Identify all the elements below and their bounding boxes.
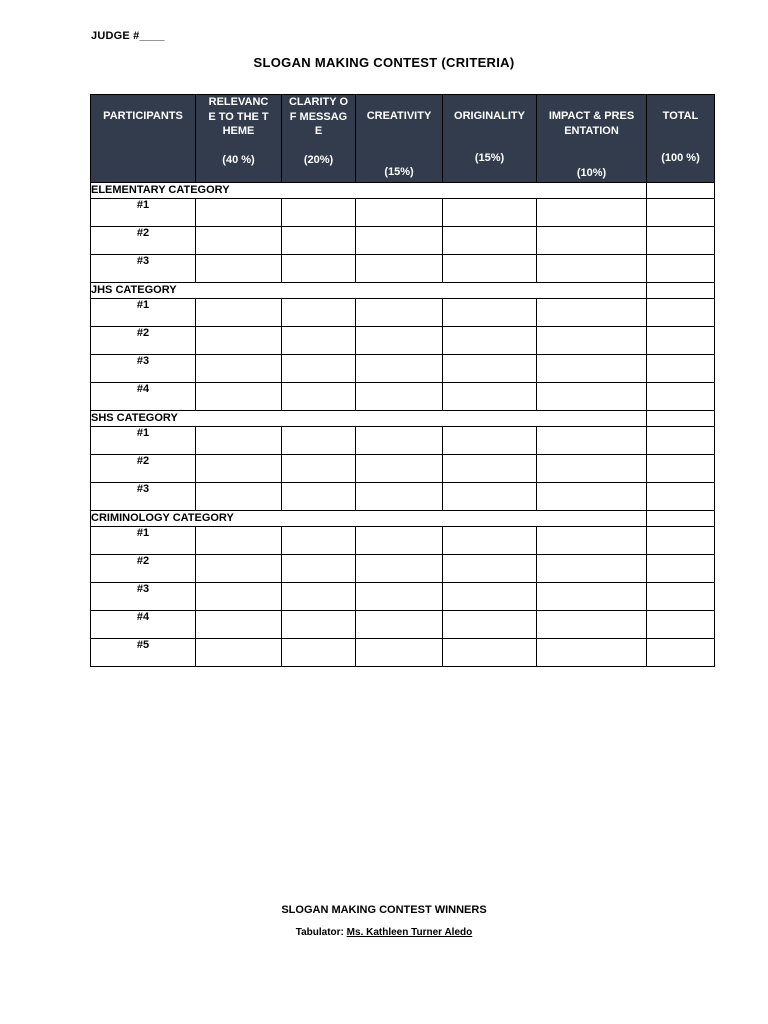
score-cell[interactable]	[196, 455, 282, 483]
score-cell[interactable]	[356, 327, 443, 355]
header-impact-label: IMPACT & PRESENTATION	[548, 110, 635, 137]
participant-number: #4	[91, 383, 196, 411]
header-clarity	[282, 95, 356, 183]
header-participants	[91, 95, 196, 183]
score-cell[interactable]	[443, 383, 537, 411]
score-cell[interactable]	[647, 383, 715, 411]
header-participants-label: PARTICIPANTS	[103, 110, 183, 122]
category-label: CRIMINOLOGY CATEGORY	[91, 511, 647, 527]
score-cell[interactable]	[196, 227, 282, 255]
tabulator-name: Ms. Kathleen Turner Aledo	[346, 927, 473, 938]
participant-number: #2	[91, 455, 196, 483]
category-label: ELEMENTARY CATEGORY	[91, 183, 647, 199]
score-cell[interactable]	[537, 355, 647, 383]
score-cell[interactable]	[537, 327, 647, 355]
participant-number: #3	[91, 355, 196, 383]
score-cell[interactable]	[537, 383, 647, 411]
score-cell[interactable]	[647, 583, 715, 611]
score-cell[interactable]	[537, 527, 647, 555]
score-cell[interactable]	[537, 583, 647, 611]
participant-row	[91, 299, 715, 327]
participant-number: #3	[91, 583, 196, 611]
score-cell[interactable]	[356, 555, 443, 583]
header-originality-label: ORIGINALITY	[454, 110, 525, 122]
participant-row	[91, 639, 715, 667]
participant-number: #2	[91, 227, 196, 255]
score-cell[interactable]	[356, 611, 443, 639]
score-cell[interactable]	[282, 383, 356, 411]
score-cell[interactable]	[196, 611, 282, 639]
score-cell[interactable]	[356, 639, 443, 667]
participant-number: #1	[91, 199, 196, 227]
category-row	[91, 283, 715, 299]
score-cell[interactable]	[356, 299, 443, 327]
score-cell[interactable]	[647, 227, 715, 255]
score-cell[interactable]	[443, 427, 537, 455]
score-cell[interactable]	[537, 255, 647, 283]
header-relevance-label: RELEVANCE TO THE THEME	[208, 96, 269, 137]
score-cell[interactable]	[356, 383, 443, 411]
score-cell[interactable]	[537, 199, 647, 227]
category-total-cell	[647, 283, 715, 299]
score-cell[interactable]	[282, 255, 356, 283]
score-cell[interactable]	[282, 639, 356, 667]
score-cell[interactable]	[443, 483, 537, 511]
participant-row	[91, 427, 715, 455]
score-cell[interactable]	[196, 555, 282, 583]
score-cell[interactable]	[647, 639, 715, 667]
category-total-cell	[647, 511, 715, 527]
score-cell[interactable]	[443, 227, 537, 255]
participant-row	[91, 227, 715, 255]
score-cell[interactable]	[537, 483, 647, 511]
score-cell[interactable]	[537, 639, 647, 667]
participant-row	[91, 383, 715, 411]
tabulator-label: Tabulator:	[295, 927, 344, 938]
score-cell[interactable]	[356, 227, 443, 255]
score-cell[interactable]	[537, 427, 647, 455]
score-cell[interactable]	[282, 483, 356, 511]
score-cell[interactable]	[196, 583, 282, 611]
score-cell[interactable]	[282, 427, 356, 455]
category-label: JHS CATEGORY	[91, 283, 647, 299]
score-cell[interactable]	[282, 299, 356, 327]
score-cell[interactable]	[647, 299, 715, 327]
score-cell[interactable]	[443, 639, 537, 667]
score-cell[interactable]	[443, 255, 537, 283]
header-relevance	[196, 95, 282, 183]
score-cell[interactable]	[537, 555, 647, 583]
category-row	[91, 411, 715, 427]
participant-number: #5	[91, 639, 196, 667]
score-cell[interactable]	[443, 355, 537, 383]
header-clarity-label: CLARITY OF MESSAGE	[288, 96, 349, 137]
participant-number: #1	[91, 299, 196, 327]
participant-row	[91, 555, 715, 583]
score-cell[interactable]	[443, 583, 537, 611]
header-row	[91, 95, 715, 183]
participant-row	[91, 455, 715, 483]
participant-number: #2	[91, 327, 196, 355]
participant-row	[91, 483, 715, 511]
judge-number-label: JUDGE #____	[91, 30, 165, 42]
header-originality	[443, 95, 537, 183]
header-relevance-percent: (40 %)	[222, 154, 255, 166]
score-cell[interactable]	[282, 583, 356, 611]
score-cell[interactable]	[196, 383, 282, 411]
score-cell[interactable]	[537, 455, 647, 483]
participant-number: #1	[91, 427, 196, 455]
score-cell[interactable]	[443, 327, 537, 355]
score-cell[interactable]	[196, 427, 282, 455]
score-cell[interactable]	[443, 199, 537, 227]
score-cell[interactable]	[443, 299, 537, 327]
score-cell[interactable]	[647, 611, 715, 639]
header-originality-percent: (15%)	[474, 152, 505, 164]
category-total-cell	[647, 183, 715, 199]
score-cell[interactable]	[356, 527, 443, 555]
participant-row	[91, 355, 715, 383]
participant-row	[91, 255, 715, 283]
winners-title: SLOGAN MAKING CONTEST WINNERS	[281, 904, 487, 916]
score-cell[interactable]	[443, 527, 537, 555]
score-cell[interactable]	[282, 611, 356, 639]
score-cell[interactable]	[647, 355, 715, 383]
header-impact	[537, 95, 647, 183]
score-cell[interactable]	[356, 199, 443, 227]
score-cell[interactable]	[356, 455, 443, 483]
score-cell[interactable]	[282, 455, 356, 483]
header-creativity-label: CREATIVITY	[366, 110, 432, 122]
score-cell[interactable]	[196, 199, 282, 227]
category-total-cell	[647, 411, 715, 427]
category-row	[91, 183, 715, 199]
score-cell[interactable]	[647, 199, 715, 227]
score-cell[interactable]	[647, 255, 715, 283]
participant-number: #2	[91, 555, 196, 583]
score-cell[interactable]	[537, 611, 647, 639]
score-cell[interactable]	[282, 227, 356, 255]
participant-row	[91, 199, 715, 227]
score-cell[interactable]	[647, 483, 715, 511]
header-total-label: TOTAL	[662, 110, 699, 122]
score-cell[interactable]	[647, 327, 715, 355]
category-label: SHS CATEGORY	[91, 411, 647, 427]
participant-row	[91, 611, 715, 639]
participant-row	[91, 327, 715, 355]
score-cell[interactable]	[647, 455, 715, 483]
score-cell[interactable]	[196, 639, 282, 667]
tabulator-line	[0, 927, 768, 938]
score-cell[interactable]	[282, 199, 356, 227]
participant-number: #3	[91, 483, 196, 511]
header-impact-percent: (10%)	[576, 167, 607, 179]
score-cell[interactable]	[647, 555, 715, 583]
participant-number: #4	[91, 611, 196, 639]
score-cell[interactable]	[196, 527, 282, 555]
header-total	[647, 95, 715, 183]
participant-row	[91, 527, 715, 555]
header-creativity	[356, 95, 443, 183]
header-total-percent: (100 %)	[661, 152, 700, 164]
score-cell[interactable]	[647, 527, 715, 555]
score-cell[interactable]	[537, 227, 647, 255]
score-cell[interactable]	[196, 255, 282, 283]
score-cell[interactable]	[443, 555, 537, 583]
document-title: SLOGAN MAKING CONTEST (CRITERIA)	[253, 55, 515, 70]
participant-number: #3	[91, 255, 196, 283]
header-creativity-percent: (15%)	[384, 166, 414, 178]
score-cell[interactable]	[196, 327, 282, 355]
score-cell[interactable]	[282, 327, 356, 355]
score-cell[interactable]	[647, 427, 715, 455]
score-cell[interactable]	[196, 299, 282, 327]
score-cell[interactable]	[356, 355, 443, 383]
score-cell[interactable]	[443, 611, 537, 639]
score-cell[interactable]	[196, 483, 282, 511]
criteria-table	[90, 94, 715, 667]
category-row	[91, 511, 715, 527]
score-cell[interactable]	[356, 427, 443, 455]
participant-number: #1	[91, 527, 196, 555]
header-clarity-percent: (20%)	[303, 154, 334, 166]
score-cell[interactable]	[356, 483, 443, 511]
score-cell[interactable]	[443, 455, 537, 483]
table-body	[91, 183, 715, 667]
score-cell[interactable]	[356, 255, 443, 283]
score-cell[interactable]	[356, 583, 443, 611]
score-cell[interactable]	[282, 527, 356, 555]
score-cell[interactable]	[282, 555, 356, 583]
score-cell[interactable]	[282, 355, 356, 383]
participant-row	[91, 583, 715, 611]
score-cell[interactable]	[196, 355, 282, 383]
score-cell[interactable]	[537, 299, 647, 327]
